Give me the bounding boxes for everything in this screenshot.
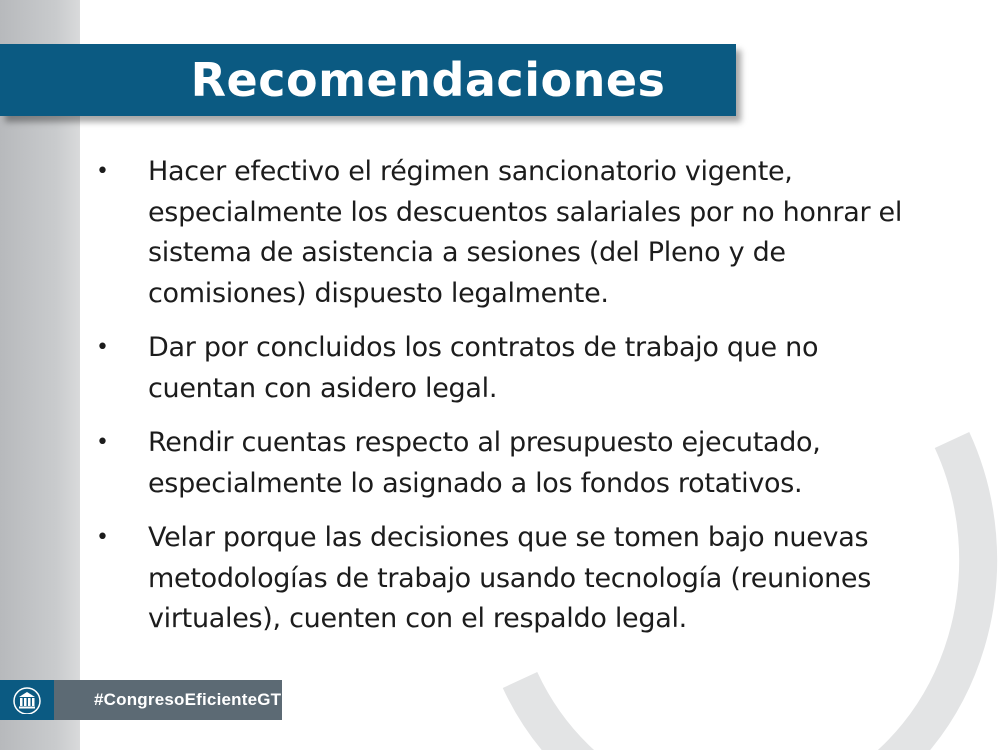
bullet-text: Hacer efectivo el régimen sancionatorio vigente, especialmente los descuentos salariales por no honrar el sistema de asistencia a sesiones (del Pleno y de comisiones) dispuesto legalmente. — [148, 156, 903, 309]
bullet-text: Rendir cuentas respecto al presupuesto ejecutado, especialmente lo asignado a los fondos rotativos. — [148, 427, 821, 499]
bullet-text: Dar por concluidos los contratos de trabajo que no cuentan con asidero legal. — [148, 332, 819, 404]
bullet-icon: • — [96, 335, 109, 360]
list-item — [96, 423, 916, 504]
footer-hashtag: #CongresoEficienteGT — [94, 690, 282, 709]
bullet-icon: • — [96, 430, 109, 455]
bullet-icon: • — [96, 159, 109, 184]
title-banner — [0, 44, 736, 116]
slide-title: Recomendaciones — [190, 53, 666, 107]
congress-building-icon — [0, 680, 54, 720]
recommendations-list — [96, 152, 916, 654]
list-item — [96, 328, 916, 409]
footer-bar — [0, 680, 282, 720]
bullet-icon: • — [96, 525, 109, 550]
bullet-text: Velar porque las decisiones que se tomen bajo nuevas metodologías de trabajo usando tecnología (reuniones virtuales), cuenten con el respaldo legal. — [148, 522, 872, 634]
list-item — [96, 518, 916, 640]
list-item — [96, 152, 916, 314]
